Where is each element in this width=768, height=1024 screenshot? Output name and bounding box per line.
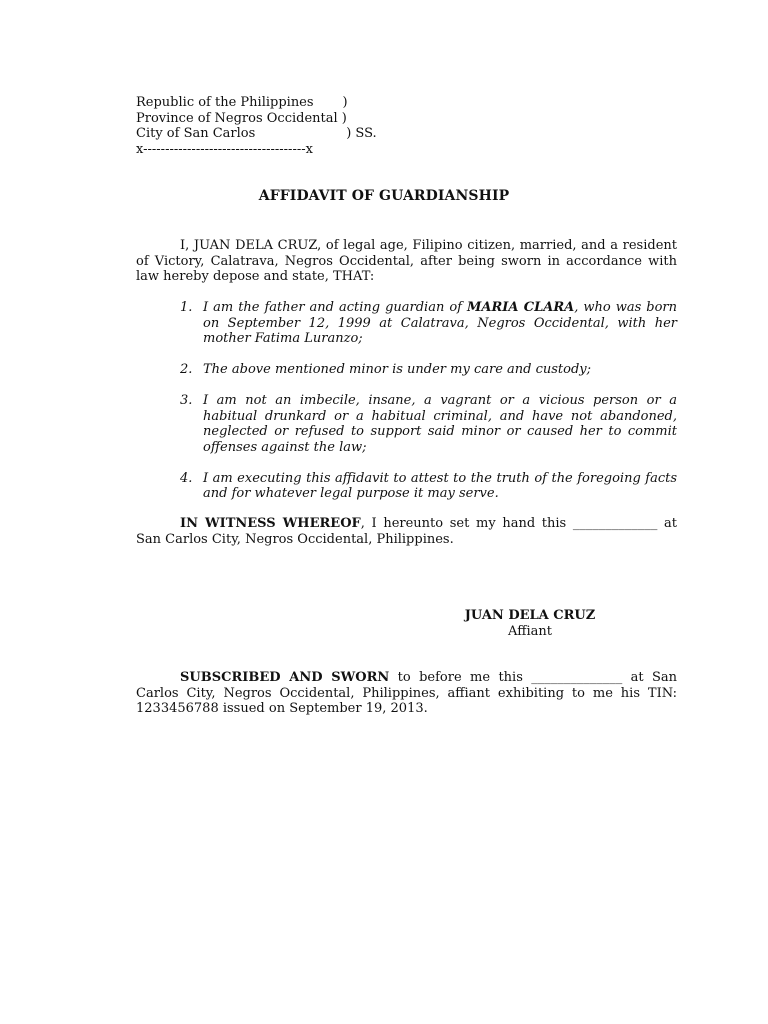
venue-separator: x-------------------------------------x [136, 141, 313, 157]
affiant-role: Affiant [508, 624, 552, 639]
statement-text: The above mentioned minor is under my care and custody; [203, 362, 592, 377]
witness-paragraph [136, 516, 677, 547]
statement-text-post: , who was born on September 12, 1999 at Calatrava, Negros Occidental, with her mother Fatima Luranzo; [203, 300, 678, 346]
jurat-text: to before me this ______________ at San Carlos City, Negros Occidental, Philippines, affiant exhibiting to me his TIN: 1233456788 issued on September 19, 2013. [136, 670, 677, 716]
statement-text: I am executing this affidavit to attest to the truth of the foregoing facts and for whatever legal purpose it may serve. [203, 470, 677, 501]
statement-number: 2. [180, 362, 193, 377]
statement-text: I am not an imbecile, insane, a vagrant or a vicious person or a habitual drunkard or a habitual criminal, and have not abandoned, neglected or refused to support said minor or caused her to commit offenses against the law; [203, 393, 677, 455]
statement-item [136, 362, 677, 378]
statement-text-pre: I am the father and acting guardian of [203, 300, 467, 315]
statement-number: 3. [180, 393, 193, 408]
venue-city: City of San Carlos ) SS. [136, 126, 377, 141]
document-title: AFFIDAVIT OF GUARDIANSHIP [258, 188, 510, 204]
minor-name: MARIA CLARA [466, 300, 575, 315]
statement-item [136, 300, 677, 347]
venue-province: Province of Negros Occidental ) [136, 110, 347, 126]
venue-republic: Republic of the Philippines ) [136, 95, 348, 110]
statement-list [136, 300, 677, 517]
statement-item [136, 471, 677, 502]
witness-lead: IN WITNESS WHEREOF [180, 516, 361, 531]
statement-text [203, 300, 677, 346]
intro-paragraph: I, JUAN DELA CRUZ, of legal age, Filipino citizen, married, and a resident of Victory, Calatrava, Negros Occidental, after being sworn in accordance with law hereby depose and state, THAT: [136, 238, 677, 284]
affiant-name: JUAN DELA CRUZ [464, 608, 596, 623]
statement-item [136, 393, 677, 455]
statement-number: 4. [180, 470, 193, 486]
statement-number: 1. [180, 300, 193, 315]
signature-block [420, 608, 640, 640]
witness-text: , I hereunto set my hand this _____________ at San Carlos City, Negros Occidental, Philippines. [136, 516, 678, 547]
jurat-lead: SUBSCRIBED AND SWORN [180, 670, 390, 685]
venue-block [136, 95, 377, 157]
jurat-paragraph [136, 670, 677, 717]
